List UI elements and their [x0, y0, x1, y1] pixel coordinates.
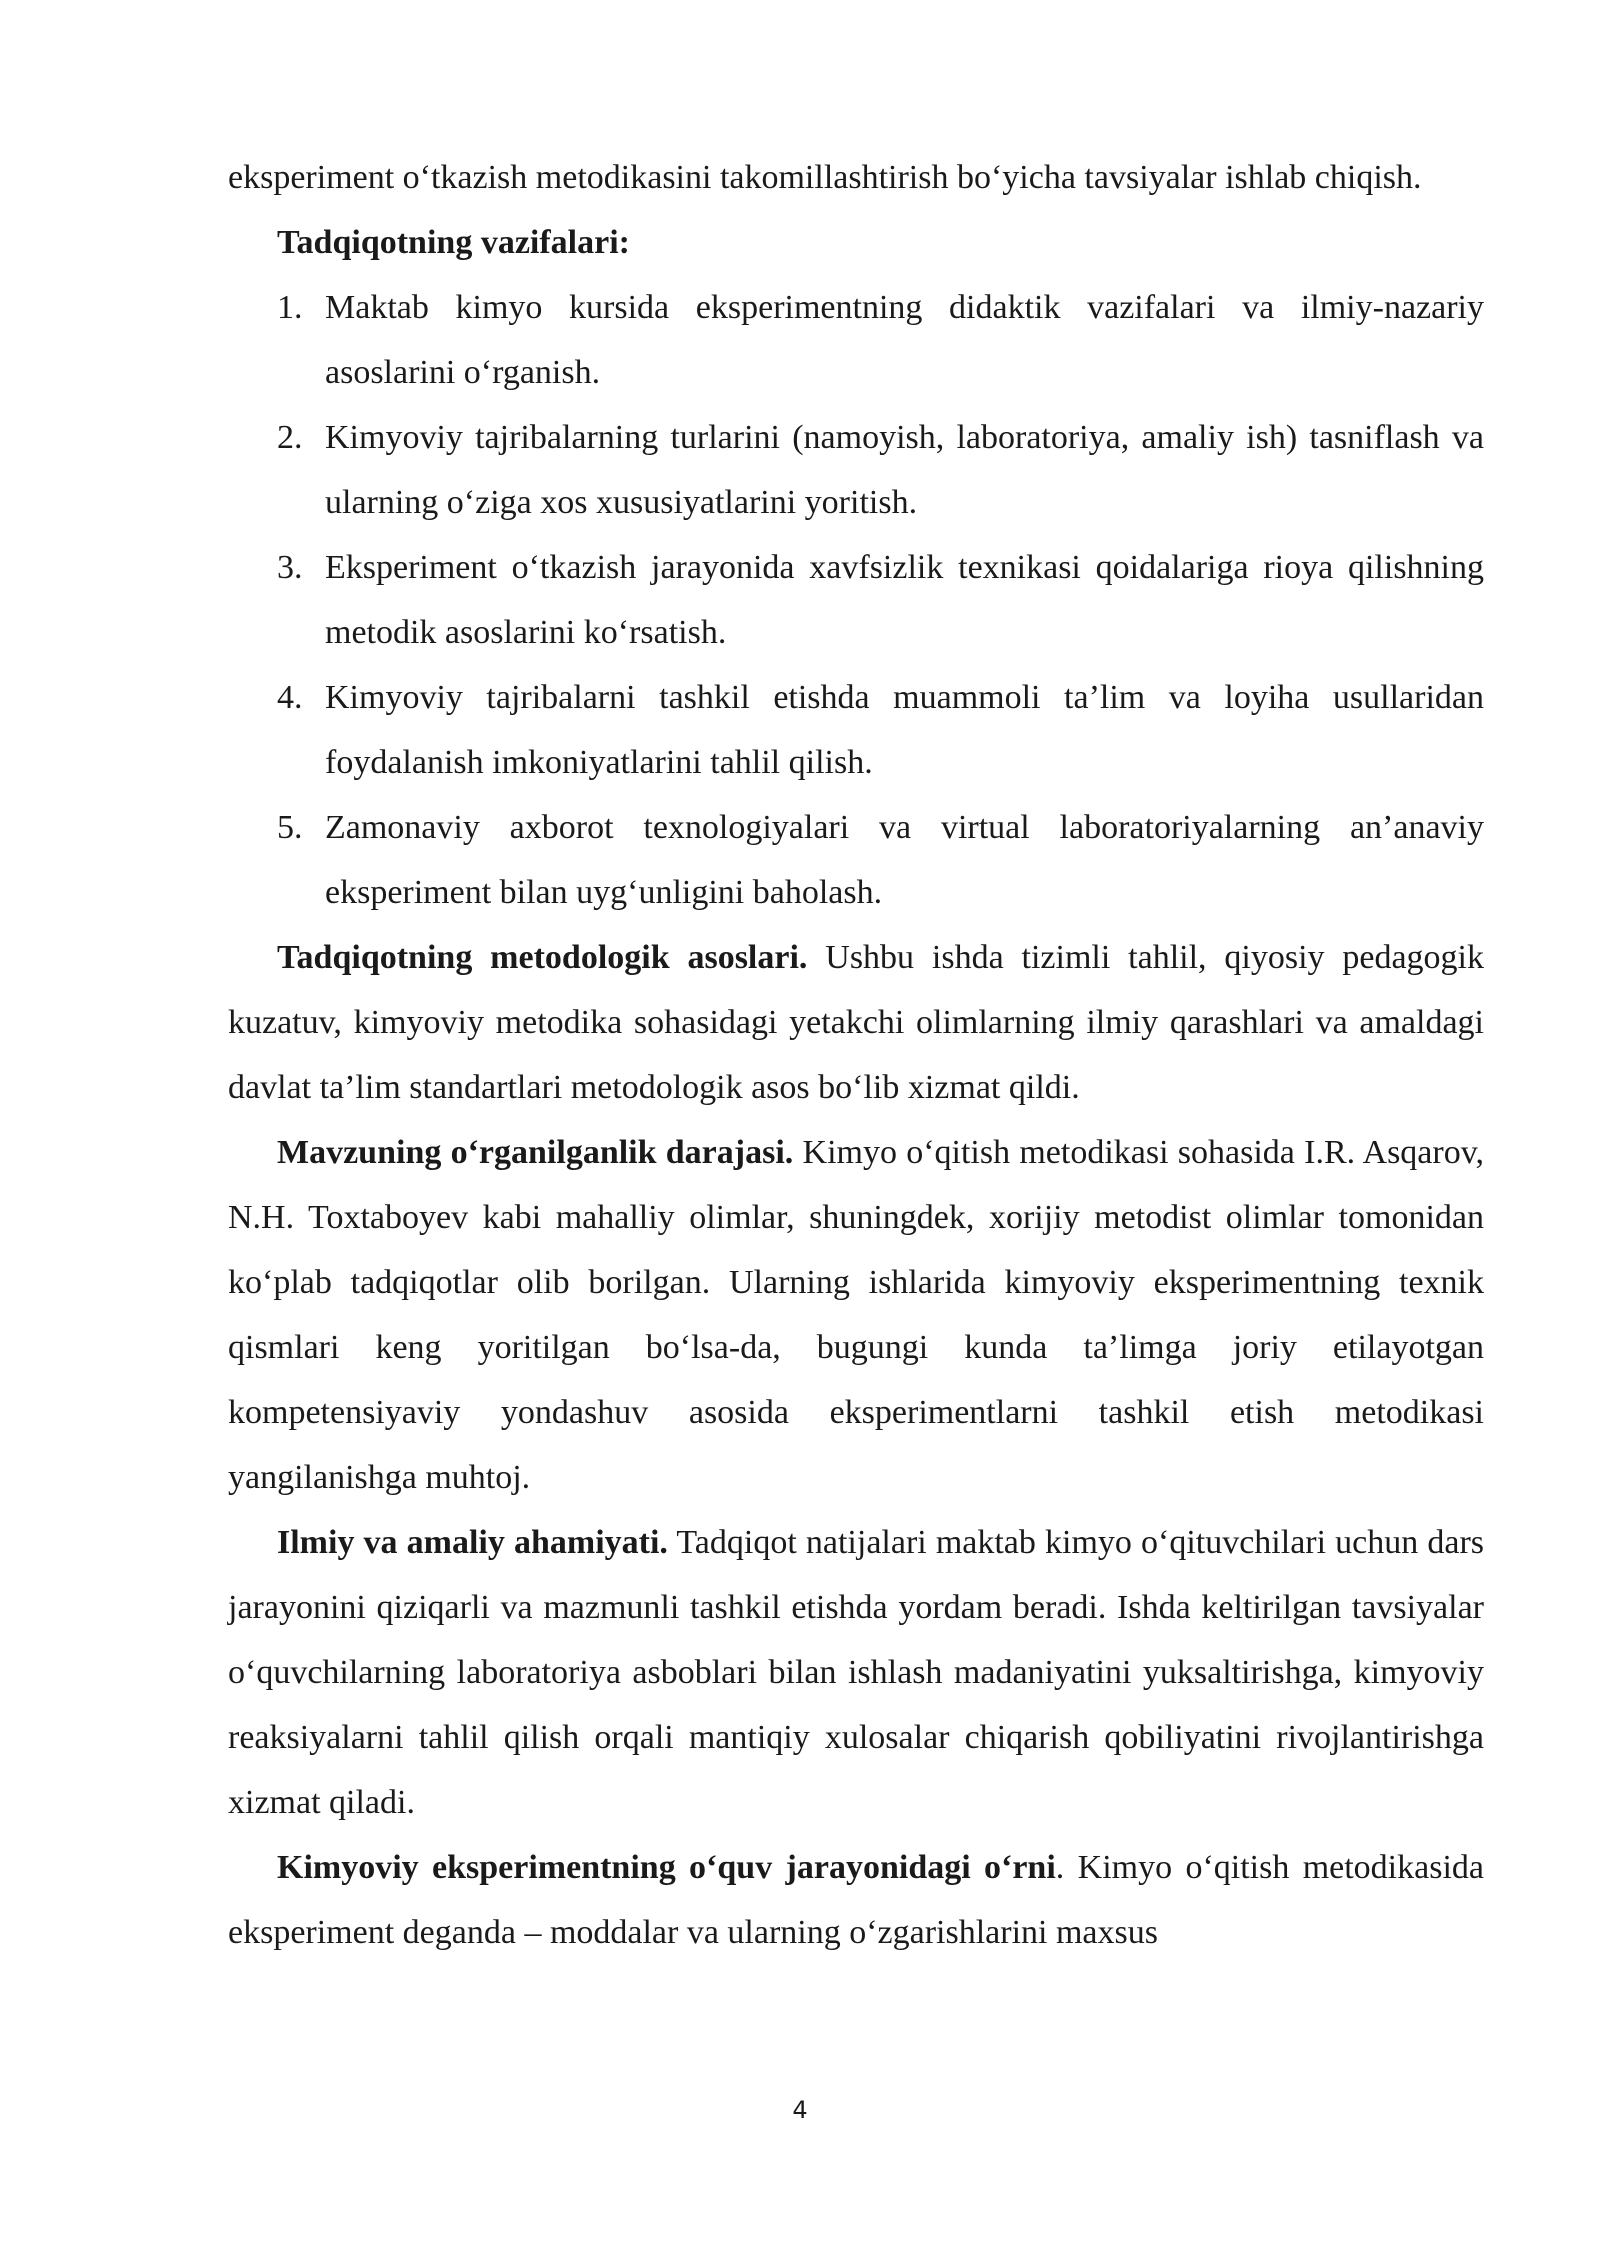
list-item-number: 5. [277, 809, 303, 846]
list-item-text: Zamonaviy axborot texnologiyalari va virtual laboratoriyalarning an’anaviy eksperiment bilan uyg‘unligini baholash. [325, 809, 1484, 911]
list-item-text: Kimyoviy tajribalarni tashkil etishda muammoli ta’lim va loyiha usullaridan foydalanish imkoniyatlarini tahlil qilish. [325, 679, 1484, 781]
significance-lead: Ilmiy va amaliy ahamiyati. [277, 1524, 668, 1561]
list-item-number: 1. [277, 289, 303, 326]
list-item-number: 3. [277, 549, 303, 586]
list-item-text: Maktab kimyo kursida eksperimentning didaktik vazifalari va ilmiy-nazariy asoslarini o‘rganish. [325, 289, 1484, 391]
role-paragraph [228, 1835, 1484, 1965]
list-item [228, 535, 1484, 665]
list-item-number: 4. [277, 679, 303, 716]
methodology-lead: Tadqiqotning metodologik asoslari. [277, 939, 808, 976]
list-item [228, 405, 1484, 535]
study-level-lead: Mavzuning o‘rganilganlik darajasi. [277, 1134, 794, 1171]
list-item-text: Kimyoviy tajribalarning turlarini (namoyish, laboratoriya, amaliy ish) tasniflash va ularning o‘ziga xos xususiyatlarini yoritish. [325, 419, 1484, 521]
list-item-text: Eksperiment o‘tkazish jarayonida xavfsizlik texnikasi qoidalariga rioya qilishning metodik asoslarini ko‘rsatish. [325, 549, 1484, 651]
intro-continuation: eksperiment o‘tkazish metodikasini takomillashtirish bo‘yicha tavsiyalar ishlab chiqish. [228, 159, 1422, 196]
tasks-list [228, 275, 1484, 925]
role-lead: Kimyoviy eksperimentning o‘quv jarayonidagi o‘rni [277, 1849, 1056, 1886]
tasks-heading: Tadqiqotning vazifalari: [277, 224, 630, 261]
role-text: . Kimyo o‘qitish metodikasida eksperiment deganda – moddalar va ularning o‘zgarishlarini maxsus [228, 1849, 1484, 1951]
list-item-number: 2. [277, 419, 303, 456]
methodology-paragraph [228, 925, 1484, 1120]
document-page [228, 145, 1484, 1965]
significance-paragraph [228, 1510, 1484, 1835]
methodology-text: Ushbu ishda tizimli tahlil, qiyosiy pedagogik kuzatuv, kimyoviy metodika sohasidagi yetakchi olimlarning ilmiy qarashlari va amaldagi davlat ta’lim standartlari metodologik asos bo‘lib xizmat qildi. [228, 939, 1484, 1106]
significance-text: Tadqiqot natijalari maktab kimyo o‘qituvchilari uchun dars jarayonini qiziqarli va mazmunli tashkil etishda yordam beradi. Ishda keltirilgan tavsiyalar o‘quvchilarning laboratoriya asboblari bilan ishlash madaniyatini yuksaltirishga, kimyoviy reaksiyalarni tahlil qilish orqali mantiqiy xulosalar chiqarish qobiliyatini rivojlantirishga xizmat qiladi. [228, 1524, 1484, 1821]
list-item [228, 275, 1484, 405]
list-item [228, 795, 1484, 925]
study-level-paragraph [228, 1120, 1484, 1510]
page-number: 4 [792, 2096, 808, 2124]
list-item [228, 665, 1484, 795]
study-level-text: Kimyo o‘qitish metodikasi sohasida I.R. Asqarov, N.H. Toxtaboyev kabi mahalliy olimlar, shuningdek, xorijiy metodist olimlar tomonidan ko‘plab tadqiqotlar olib borilgan. Ularning ishlarida kimyoviy eksperimentning texnik qismlari keng yoritilgan bo‘lsa-da, bugungi kunda ta’limga joriy etilayotgan kompetensiyaviy yondashuv asosida eksperimentlarni tashkil etish metodikasi yangilanishga muhtoj. [228, 1134, 1484, 1496]
